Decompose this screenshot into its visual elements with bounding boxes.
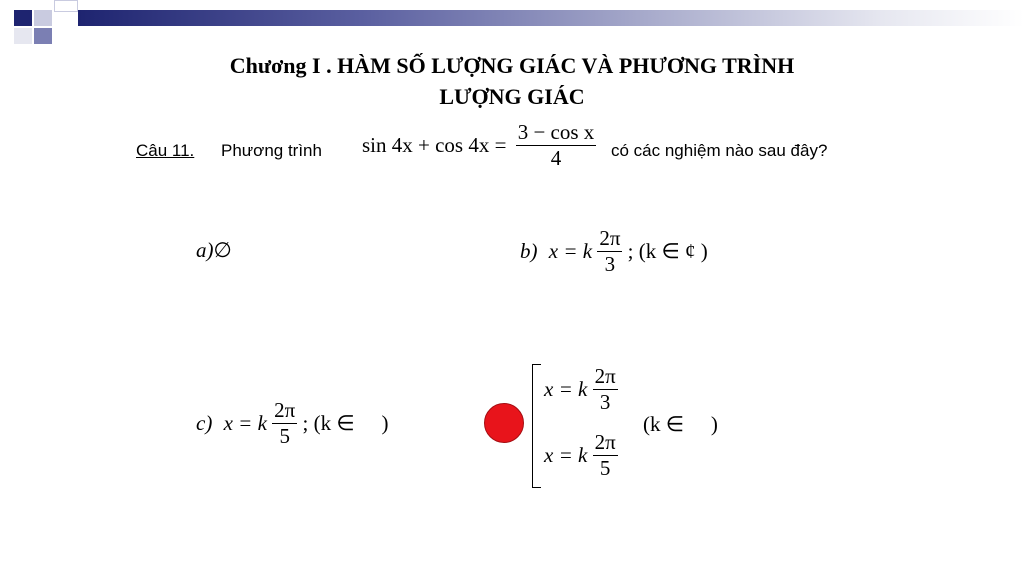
- equation-fraction: [516, 120, 597, 171]
- option-c-expr: x = k: [223, 411, 267, 435]
- equation-numerator: 3 − cos x: [517, 120, 595, 144]
- option-c-label: c): [196, 411, 213, 435]
- slide-title: [150, 50, 874, 112]
- option-c[interactable]: [196, 398, 388, 449]
- option-b-expr: x = k: [548, 239, 593, 263]
- selected-answer-marker[interactable]: [484, 403, 524, 443]
- corner-decoration: [0, 0, 80, 50]
- option-c-tail: ; (k ∈   ): [302, 411, 389, 435]
- deco-square: [54, 0, 78, 12]
- deco-square: [14, 10, 32, 26]
- option-b[interactable]: [520, 226, 708, 277]
- option-b-label: b): [520, 239, 538, 263]
- question-suffix: có các nghiệm nào sau đây?: [611, 141, 828, 160]
- title-line-2: LƯỢNG GIÁC: [439, 84, 585, 109]
- equation-lhs: sin 4x + cos 4x =: [362, 133, 507, 157]
- question-equation: [362, 120, 596, 171]
- system-bracket: [532, 364, 541, 488]
- equation-denominator: 4: [516, 145, 597, 171]
- title-line-1: Chương I . HÀM SỐ LƯỢNG GIÁC VÀ PHƯƠNG TRÌNH: [229, 53, 795, 78]
- option-c-fraction: [272, 398, 297, 449]
- option-c-denominator: 5: [272, 423, 297, 449]
- option-d-line-2-denominator: 5: [593, 455, 618, 481]
- option-b-tail: ; (k ∈ ¢ ): [627, 239, 708, 263]
- option-b-denominator: 3: [597, 251, 622, 277]
- empty-set-symbol: ∅: [213, 238, 232, 262]
- deco-square: [34, 28, 52, 44]
- option-b-fraction: [597, 226, 622, 277]
- option-d-line-2-expr: x = k: [544, 443, 588, 467]
- option-c-numerator: 2π: [274, 398, 296, 422]
- option-b-numerator: 2π: [599, 226, 621, 250]
- option-d-line-1-numerator: 2π: [594, 364, 616, 388]
- option-d-line-2-fraction: [593, 430, 618, 481]
- option-d-line-2-numerator: 2π: [594, 430, 616, 454]
- option-d-line-1-denominator: 3: [593, 389, 618, 415]
- option-a[interactable]: [196, 238, 232, 263]
- option-d-tail: (k ∈   ): [643, 412, 718, 436]
- header-gradient-bar: [78, 10, 1024, 26]
- option-d-line-1-fraction: [593, 364, 618, 415]
- deco-square: [34, 10, 52, 26]
- question-number: Câu 11.: [136, 141, 195, 160]
- option-d-line-1[interactable]: [544, 364, 618, 415]
- option-d-line-2[interactable]: [544, 430, 618, 481]
- question-prefix: Phương trình: [221, 141, 322, 160]
- option-a-label: a): [196, 238, 214, 262]
- option-d-line-1-expr: x = k: [544, 377, 588, 401]
- deco-square: [14, 28, 32, 44]
